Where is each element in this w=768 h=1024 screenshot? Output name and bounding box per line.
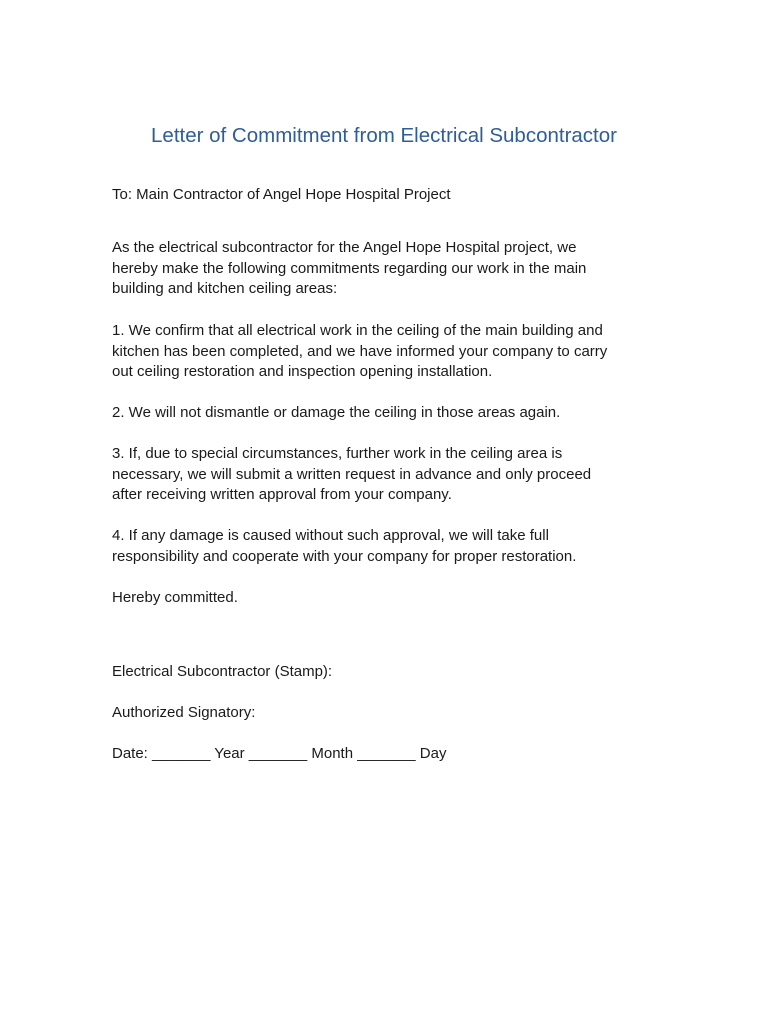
signature-block: [112, 641, 652, 785]
date-line: Date: _______ Year _______ Month _______ Day: [112, 744, 447, 762]
signatory-line: Authorized Signatory:: [112, 703, 256, 721]
closing-line: Hereby committed.: [112, 589, 238, 606]
commitment-item-1: 1. We confirm that all electrical work in the ceiling of the main building and kitchen has been completed, and we have informed your company to carry out ceiling restoration and inspection opening installation.: [112, 322, 608, 381]
recipient-line: To: Main Contractor of Angel Hope Hospital Project: [112, 186, 451, 203]
letter-title: Letter of Commitment from Electrical Subcontractor: [151, 124, 617, 147]
commitment-item-4: 4. If any damage is caused without such approval, we will take full responsibility and cooperate with your company for proper restoration.: [112, 527, 577, 565]
commitment-item-3: 3. If, due to special circumstances, further work in the ceiling area is necessary, we will submit a written request in advance and only proceed after receiving written approval from your company.: [112, 445, 592, 504]
commitment-item-2: 2. We will not dismantle or damage the ceiling in those areas again.: [112, 404, 561, 421]
stamp-line: Electrical Subcontractor (Stamp):: [112, 662, 333, 680]
intro-paragraph: As the electrical subcontractor for the Angel Hope Hospital project, we hereby make the following commitments regarding our work in the main building and kitchen ceiling areas:: [112, 239, 587, 298]
